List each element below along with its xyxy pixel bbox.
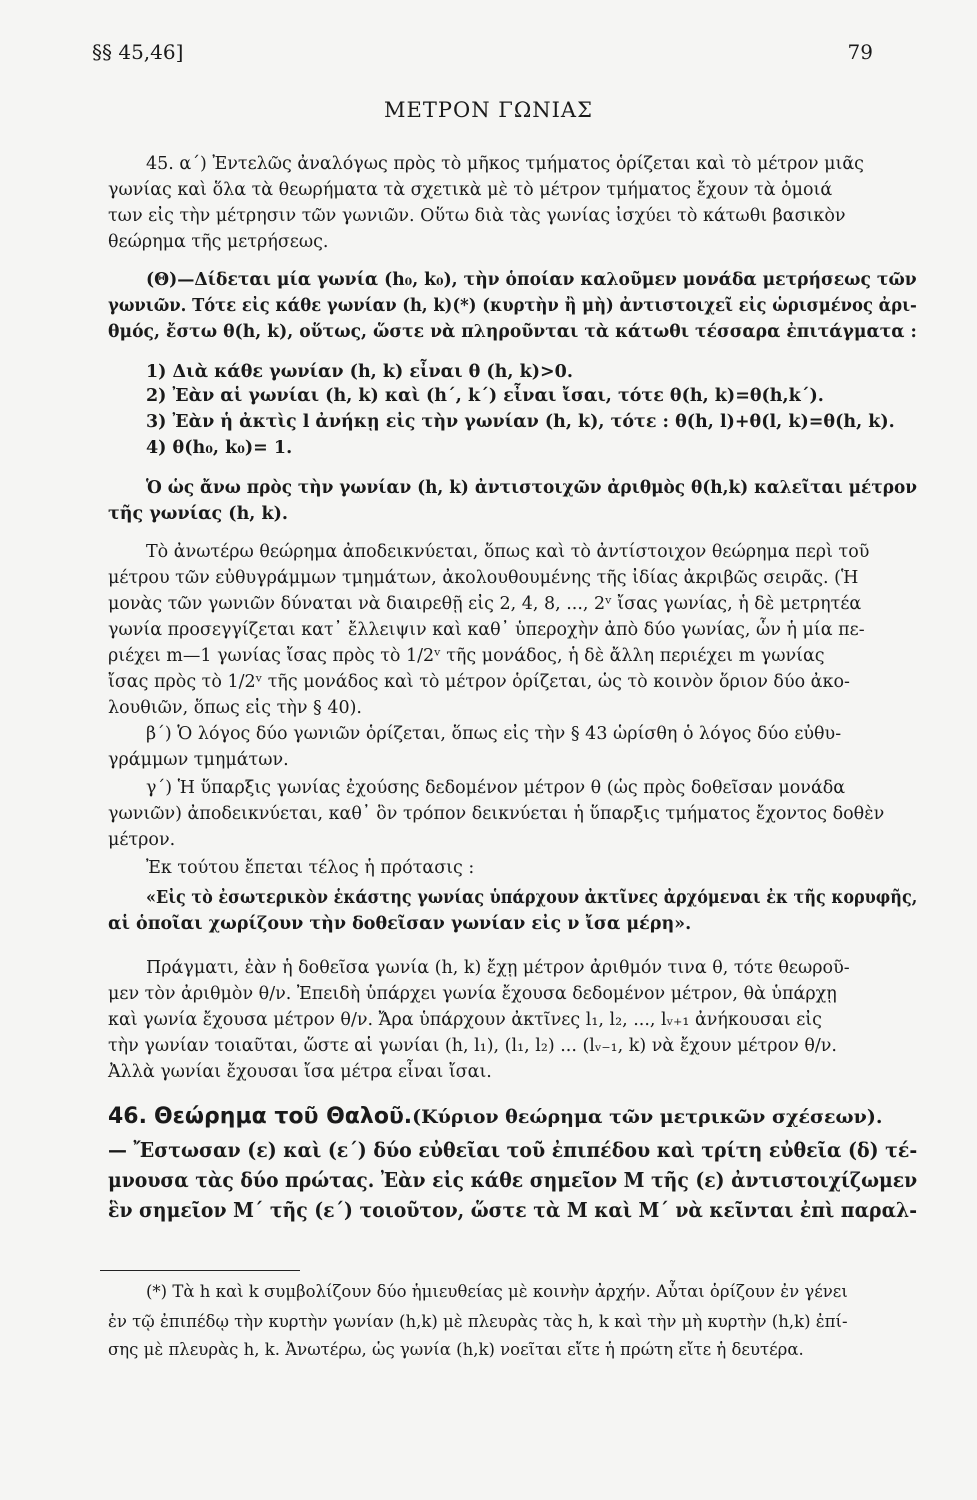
definition-line: τῆς γωνίας (h, k).: [108, 504, 288, 524]
text-line: Ἐκ τούτου ἔπεται τέλος ἡ πρότασις :: [146, 858, 475, 878]
running-header-section-ref: §§ 45,46]: [92, 40, 184, 64]
text-line: μέτρου τῶν εὐθυγράμμων τμημάτων, ἀκολουθουμένης τῆς ἰδίας ἀκριβῶς σειρᾶς. (Ἡ: [108, 568, 859, 588]
text-line: καὶ γωνία ἔχουσα μέτρον θ/ν. Ἄρα ὑπάρχουν ἀκτῖνες l₁, l₂, ..., lᵥ₊₁ ἀνήκουσαι εἰς: [108, 1010, 822, 1030]
text-line: Ἀλλὰ γωνίαι ἔχουσαι ἴσα μέτρα εἶναι ἴσαι.: [108, 1062, 492, 1082]
footnote-line: σης μὲ πλευρὰς h, k. Ἀνωτέρω, ὡς γωνία (h,k) νοεῖται εἴτε ἡ πρώτη εἴτε ἡ δευτέρα.: [108, 1340, 804, 1359]
text-line: γωνία προσεγγίζεται κατ᾽ ἔλλειψιν καὶ καθ᾽ ὑπεροχὴν ἀπὸ δύο γωνίας, ὧν ἡ μία πε-: [108, 620, 865, 640]
page-number: 79: [847, 40, 873, 64]
theorem-line: θμός, ἔστω θ(h, k), οὕτως, ὥστε νὰ πληροῦνται τὰ κάτωθι τέσσαρα ἐπιτάγματα :: [108, 322, 917, 342]
text-line: ἴσας πρὸς τὸ 1/2ᵛ τῆς μονάδος καὶ τὸ μέτρον ὁρίζεται, ὡς τὸ κοινὸν ὅριον δύο ἀκο-: [108, 672, 850, 692]
text-line: Πράγματι, ἐὰν ἡ δοθεῖσα γωνία (h, k) ἔχῃ μέτρον ἀριθμόν τινα θ, τότε θεωροῦ-: [146, 958, 850, 978]
section-number: 46.: [108, 1104, 147, 1129]
proposition-line: «Εἰς τὸ ἐσωτερικὸν ἑκάστης γωνίας ὑπάρχουν ἀκτῖνες ἀρχόμεναι ἐκ τῆς κορυφῆς,: [146, 888, 918, 908]
theorem-46-line: μνουσα τὰς δύο πρώτας. Ἐὰν εἰς κάθε σημεῖον Μ τῆς (ε) ἀντιστοιχίζωμεν: [108, 1168, 918, 1192]
condition-4: 4) θ(h₀, k₀)= 1.: [146, 438, 293, 458]
text-line: θεώρημα τῆς μετρήσεως.: [108, 232, 329, 252]
text-line: λουθιῶν, ὅπως εἰς τὴν § 40).: [108, 698, 362, 718]
section-title: Θεώρημα τοῦ Θαλοῦ.: [153, 1104, 413, 1129]
section-subtitle: (Κύριον θεώρημα τῶν μετρικῶν σχέσεων).: [412, 1106, 883, 1128]
footnote-line: ἐν τῷ ἐπιπέδῳ τὴν κυρτὴν γωνίαν (h,k) μὲ πλευρὰς τὰς h, k καὶ τὴν μὴ κυρτὴν (h,k) ἐπί-: [108, 1312, 848, 1331]
text-line: γράμμων τμημάτων.: [108, 750, 289, 770]
proposition-line: αἱ ὁποῖαι χωρίζουν τὴν δοθεῖσαν γωνίαν εἰς ν ἴσα μέρη».: [108, 914, 692, 934]
text-line: γ΄) Ἡ ὕπαρξις γωνίας ἐχούσης δεδομένον μέτρον θ (ὡς πρὸς δοθεῖσαν μονάδα: [146, 778, 846, 798]
text-line: μονὰς τῶν γωνιῶν δύναται νὰ διαιρεθῇ εἰς 2, 4, 8, ..., 2ᵛ ἴσας γωνίας, ἡ δὲ μετρητέα: [108, 594, 862, 614]
condition-2: 2) Ἐὰν αἱ γωνίαι (h, k) καὶ (h΄, k΄) εἶναι ἴσαι, τότε θ(h, k)=θ(h,k΄).: [146, 386, 824, 406]
theorem-46-line: ἓν σημεῖον Μ΄ τῆς (ε΄) τοιοῦτον, ὥστε τὰ Μ καὶ Μ΄ νὰ κεῖνται ἐπὶ παραλ-: [108, 1198, 918, 1222]
footnote-rule: [100, 1270, 300, 1271]
condition-3: 3) Ἐὰν ἡ ἀκτὶς l ἀνήκῃ εἰς τὴν γωνίαν (h, k), τότε : θ(h, l)+θ(l, k)=θ(h, k).: [146, 412, 895, 432]
text-line: Τὸ ἀνωτέρω θεώρημα ἀποδεικνύεται, ὅπως καὶ τὸ ἀντίστοιχον θεώρημα περὶ τοῦ: [146, 542, 870, 562]
text-line: γωνίας καὶ ὅλα τὰ θεωρήματα τὰ σχετικὰ μὲ τὸ μέτρον τμήματος ἔχουν τὰ ὁμοιά: [108, 180, 833, 200]
text-line: μέτρον.: [108, 830, 176, 850]
page-title: ΜΕΤΡΟΝ ΓΩΝΙΑΣ: [384, 98, 593, 122]
text-line: ριέχει m—1 γωνίας ἴσας πρὸς τὸ 1/2ᵛ τῆς μονάδος, ἡ δὲ ἄλλη περιέχει m γωνίας: [108, 646, 825, 666]
footnote-line: (*) Τὰ h καὶ k συμβολίζουν δύο ἡμιευθείας μὲ κοινὴν ἀρχήν. Αὗται ὁρίζουν ἐν γένει: [146, 1282, 848, 1301]
text-line: γωνιῶν) ἀποδεικνύεται, καθ᾽ ὃν τρόπον δεικνύεται ἡ ὕπαρξις τμήματος ἔχοντος δοθὲν: [108, 804, 885, 824]
text-line: β΄) Ὁ λόγος δύο γωνιῶν ὁρίζεται, ὅπως εἰς τὴν § 43 ὡρίσθη ὁ λόγος δύο εὐθυ-: [146, 724, 842, 744]
section-46-heading: [108, 1102, 882, 1132]
condition-1: 1) Διὰ κάθε γωνίαν (h, k) εἶναι θ (h, k)>0.: [146, 362, 573, 382]
theorem-line: (Θ)—Δίδεται μία γωνία (h₀, k₀), τὴν ὁποίαν καλοῦμεν μονάδα μετρήσεως τῶν: [146, 270, 917, 290]
text-line: τὴν γωνίαν τοιαῦται, ὥστε αἱ γωνίαι (h, l₁), (l₁, l₂) ... (lᵥ₋₁, k) νὰ ἔχουν μέτρον θ/ν.: [108, 1036, 837, 1056]
theorem-46-line: — Ἔστωσαν (ε) καὶ (ε΄) δύο εὐθεῖαι τοῦ ἐπιπέδου καὶ τρίτη εὐθεῖα (δ) τέ-: [108, 1138, 918, 1162]
definition-line: Ὁ ὡς ἄνω πρὸς τὴν γωνίαν (h, k) ἀντιστοιχῶν ἀριθμὸς θ(h,k) καλεῖται μέτρον: [146, 478, 917, 498]
text-line: μεν τὸν ἀριθμὸν θ/ν. Ἐπειδὴ ὑπάρχει γωνία ἔχουσα δεδομένον μέτρον, θὰ ὑπάρχῃ: [108, 984, 837, 1004]
text-line: των εἰς τὴν μέτρησιν τῶν γωνιῶν. Οὕτω διὰ τὰς γωνίας ἰσχύει τὸ κάτωθι βασικὸν: [108, 206, 846, 226]
theorem-line: γωνιῶν. Τότε εἰς κάθε γωνίαν (h, k)(*) (κυρτὴν ἢ μὴ) ἀντιστοιχεῖ εἰς ὡρισμένος ἀρι-: [108, 296, 917, 316]
text-line: 45. α΄) Ἐντελῶς ἀναλόγως πρὸς τὸ μῆκος τμήματος ὁρίζεται καὶ τὸ μέτρον μιᾶς: [146, 154, 864, 174]
